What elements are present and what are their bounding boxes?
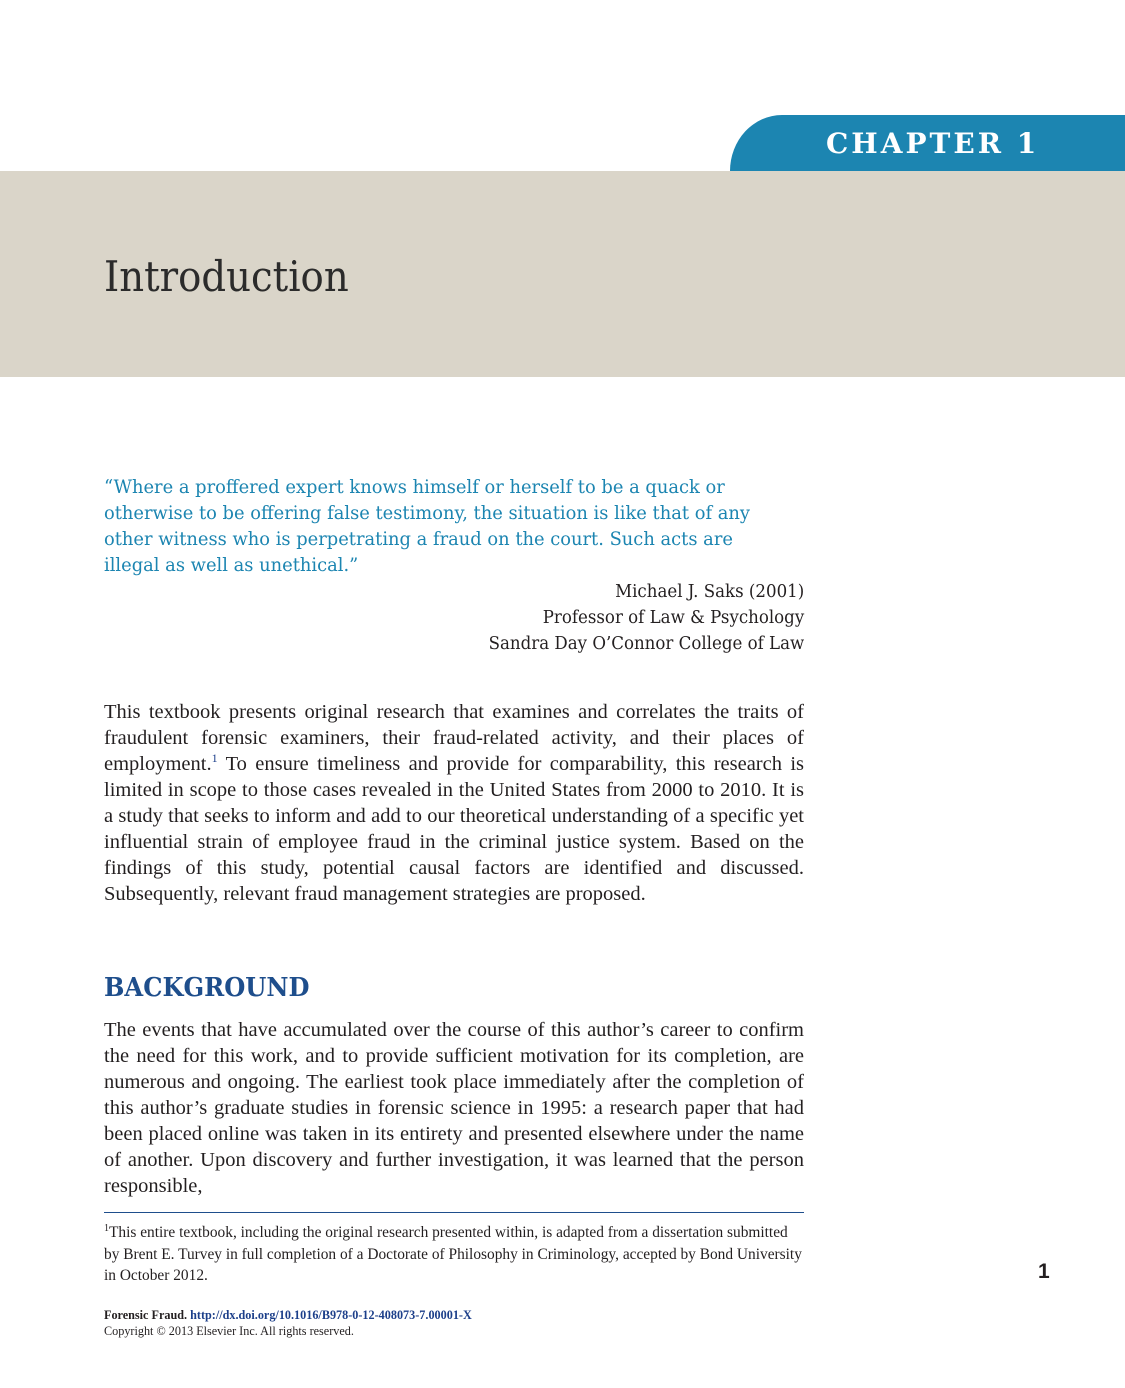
intro-text-part2: To ensure timeliness and provide for comparability, this research is limited in scope to those cases revealed in the United States from 2000 to 2010. It is a study that seeks to inform and add to our theoretical understanding of a specific yet influential strain of employee fraud in the criminal justice system. Based on the findings of this study, potential causal factors are identified and discussed. Subsequently, relevant fraud management strategies are proposed. [104,753,804,905]
footnote-text: This entire textbook, including the original research presented within, is adapted from a dissertation submitted by Brent E. Turvey in full completion of a Doctorate of Philosophy in Criminology, accepted by Bond University in October 2012. [104,1224,802,1284]
attribution-institution: Sandra Day O’Connor College of Law [488,634,804,654]
intro-text-part1: This textbook presents original research that examines and correlates the traits of fraudulent forensic examiners, their fraud-related activity, and their places of employment. [104,701,804,775]
imprint [104,1307,804,1339]
intro-paragraph [104,699,804,907]
epigraph-quote: “Where a proffered expert knows himself or herself to be a quack or otherwise to be offering false testimony, the situation is like that of any other witness who is perpetrating a fraud on the court. Such acts are illegal as well as unethical.” [104,476,751,576]
attribution-title: Professor of Law & Psychology [542,608,804,628]
copyright-notice: Copyright © 2013 Elsevier Inc. All rights reserved. [104,1324,354,1338]
background-heading: BACKGROUND [104,973,310,1003]
doi-link[interactable]: http://dx.doi.org/10.1016/B978-0-12-408073-7.00001-X [190,1308,472,1322]
footnote-number: 1 [104,1222,109,1234]
chapter-label: CHAPTER 1 [826,127,1040,160]
imprint-line [104,1307,804,1323]
epigraph-attribution [488,579,804,657]
attribution-author: Michael J. Saks (2001) [614,582,804,602]
chapter-title: Introduction [104,252,349,301]
page-number: 1 [1038,1260,1050,1283]
footnote [104,1222,804,1287]
background-paragraph: The events that have accumulated over the course of this author’s career to confirm the need for this work, and to provide sufficient motivation for its completion, are numerous and ongoing. The earliest took place immediately after the completion of this author’s graduate studies in forensic science in 1995: a research paper that had been placed online was taken in its entirety and presented elsewhere under the name of another. Upon discovery and further investigation, it was learned that the person responsible, [104,1019,804,1197]
book-title: Forensic Fraud. [104,1308,188,1322]
footnote-divider [104,1212,804,1213]
footnote-reference[interactable]: 1 [211,751,218,766]
